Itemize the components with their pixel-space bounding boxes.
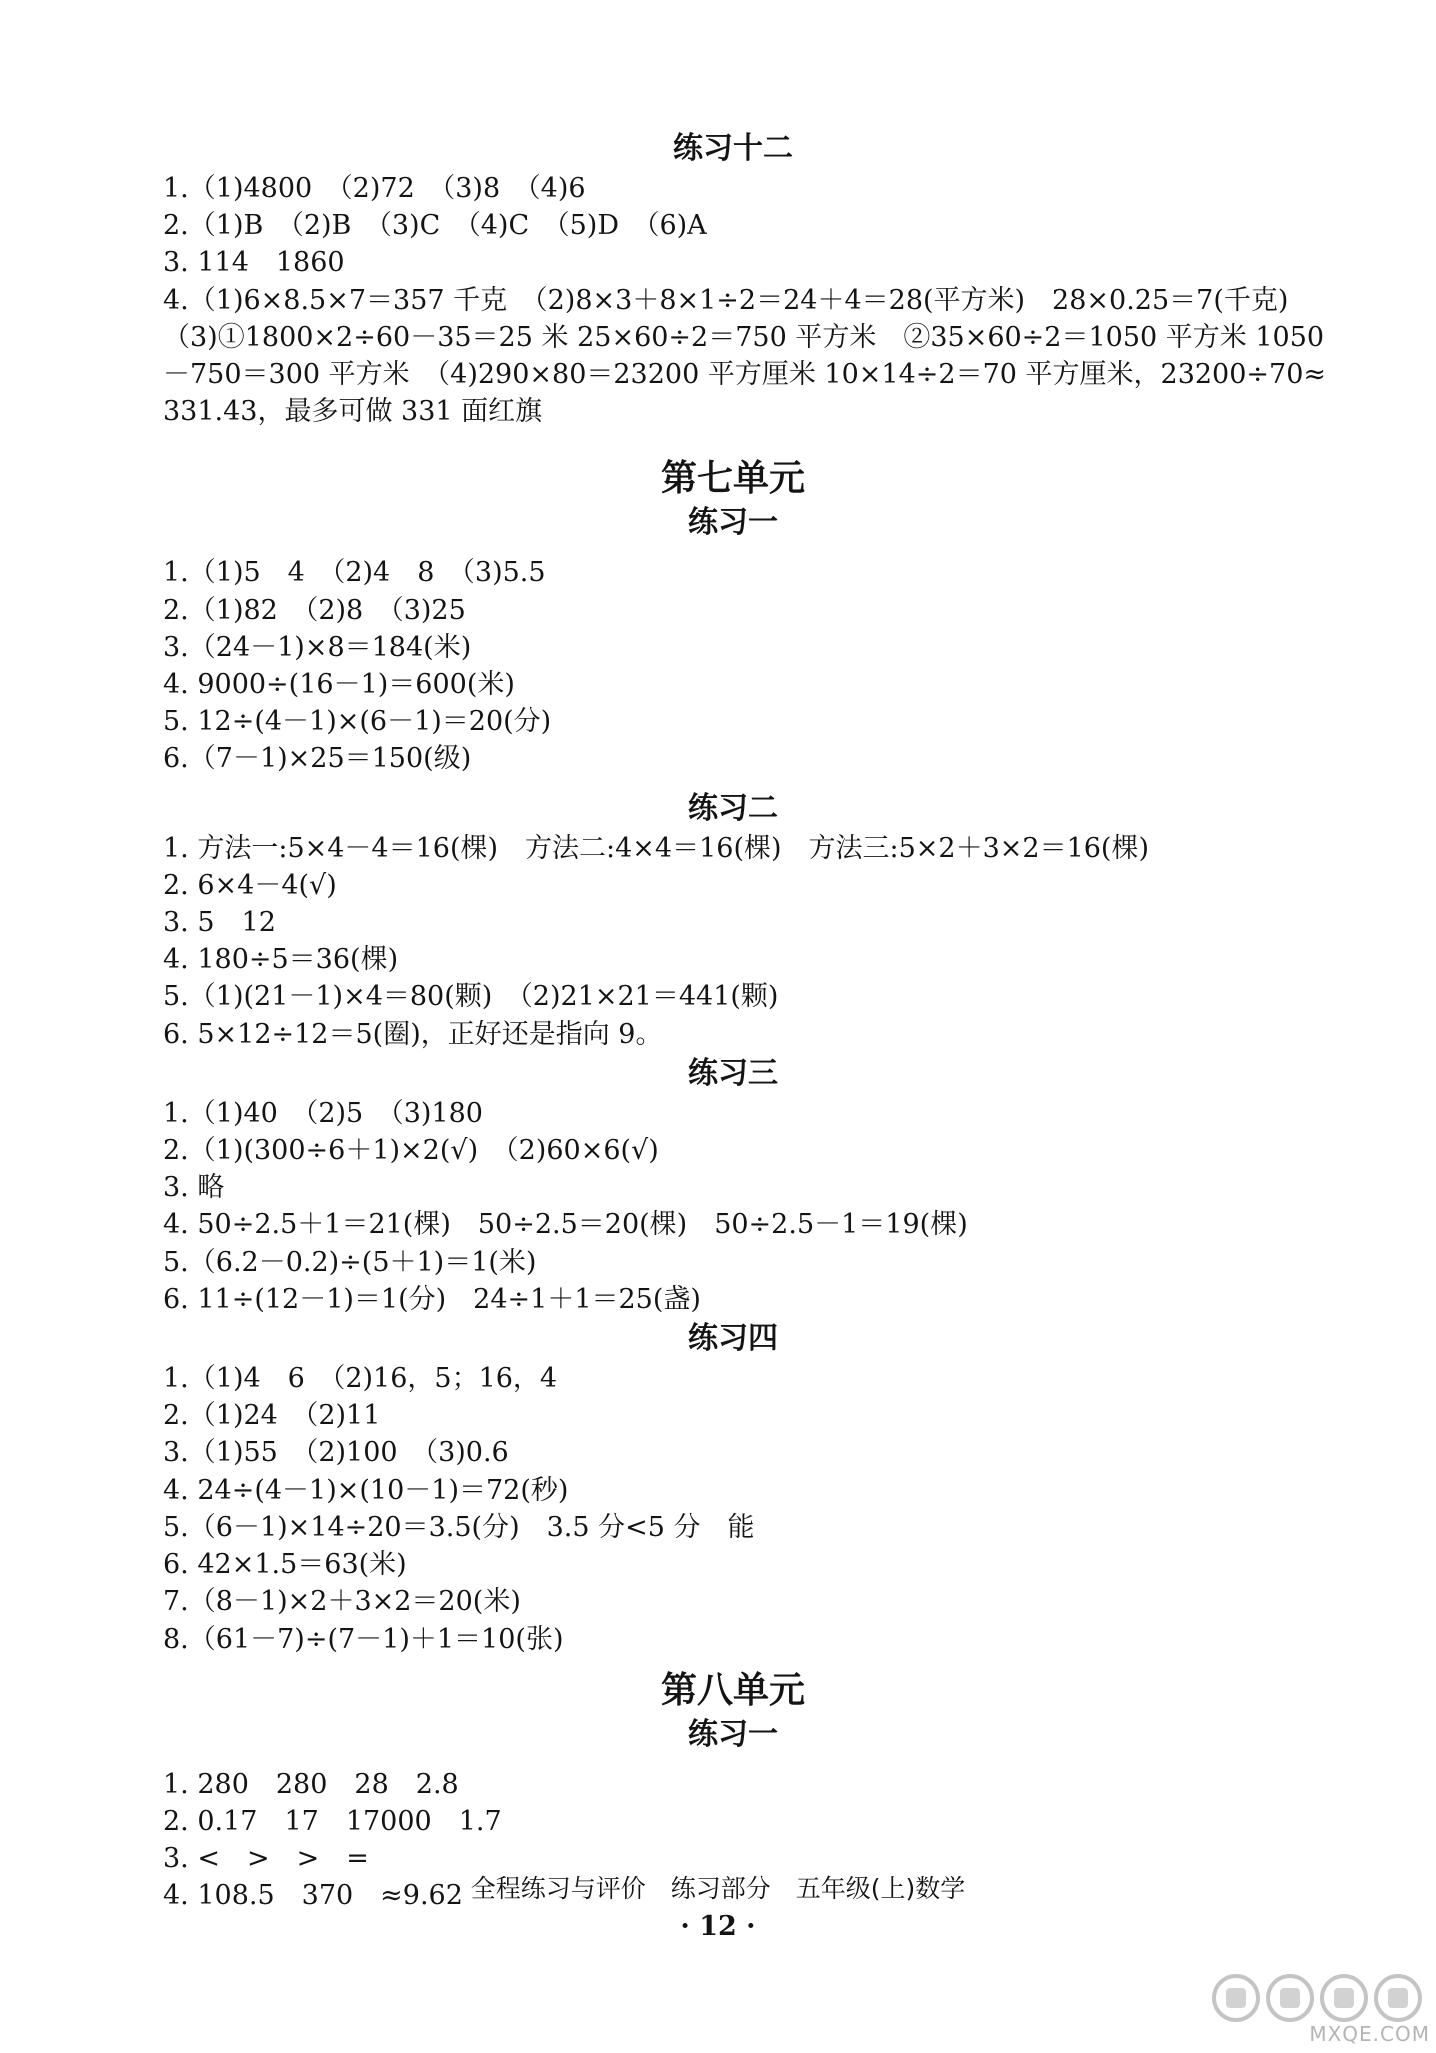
answer-line: 7.（8－1)×2＋3×2＝20(米) [163, 1586, 521, 1618]
answer-content [163, 128, 1343, 1915]
answer-line: 8.（61－7)÷(7－1)＋1＝10(张) [163, 1623, 564, 1655]
unit-7-exercise-1-title: 练习一 [688, 505, 778, 541]
unit-7-exercise-3-title: 练习三 [688, 1055, 778, 1091]
answer-line: 5.（6.2－0.2)÷(5＋1)＝1(米) [163, 1246, 537, 1278]
answer-line: 1.（1)40 （2)5 （3)180 [163, 1097, 483, 1129]
answer-line: 3.（1)55 （2)100 （3)0.6 [163, 1437, 509, 1469]
answer-line: 6. 5×12÷12＝5(圈)，正好还是指向 9。 [163, 1018, 663, 1050]
unit-8-title: 第八单元 [660, 1669, 805, 1711]
answer-line: 4. 9000÷(16－1)＝600(米) [163, 669, 515, 701]
site-watermark [1200, 1970, 1430, 2050]
answer-line: 4. 24÷(4－1)×(10－1)＝72(秒) [163, 1474, 569, 1506]
answer-line: 2.（1)24 （2)11 [163, 1400, 381, 1432]
answer-line: 3. 略 [163, 1172, 225, 1204]
answer-line: 5.（1)(21－1)×4＝80(颗) （2)21×21＝441(颗) [163, 981, 779, 1013]
answer-line: 6. 42×1.5＝63(米) [163, 1549, 407, 1581]
answer-line: 4. 180÷5＝36(棵) [163, 944, 399, 976]
answer-line: 2.（1)B （2)B （3)C （4)C （5)D （6)A [163, 210, 707, 242]
book-footer: 全程练习与评价 练习部分 五年级(上)数学 [470, 1874, 966, 1903]
answer-line: 1. 280 280 28 2.8 [163, 1768, 459, 1800]
unit-7-exercise-2-title: 练习二 [688, 790, 778, 826]
answer-line: 1.（1)4 6 （2)16，5；16，4 [163, 1363, 558, 1395]
unit-8-exercise-1-title: 练习一 [688, 1716, 778, 1752]
answer-line: 4. 50÷2.5＋1＝21(棵) 50÷2.5＝20(棵) 50÷2.5－1＝19(棵) [163, 1209, 968, 1241]
answer-site-logo-icon [1200, 1970, 1430, 2026]
answer-line: 1. 方法一:5×4－4＝16(棵) 方法二:4×4＝16(棵) 方法三:5×2＋3×2＝16(棵) [163, 832, 1149, 864]
answer-line: 1.（1)4800 （2)72 （3)8 （4)6 [163, 173, 586, 204]
unit-7-exercise-4-title: 练习四 [688, 1321, 778, 1357]
exercise-12-title: 练习十二 [673, 131, 793, 166]
answer-line: 3. 114 1860 [163, 247, 345, 279]
answer-line: 5.（6－1)×14÷20＝3.5(分) 3.5 分<5 分 能 [163, 1511, 755, 1543]
answer-line: 6. 11÷(12－1)＝1(分) 24÷1＋1＝25(盏) [163, 1283, 701, 1315]
answer-line: 1.（1)5 4 （2)4 8 （3)5.5 [163, 557, 546, 589]
answer-line: 5. 12÷(4－1)×(6－1)＝20(分) [163, 706, 552, 738]
answer-paragraph: 4.（1)6×8.5×7＝357 千克 （2)8×3＋8×1÷2＝24＋4＝28(平方米) 28×0.25＝7(千克) （3)①1800×2÷60－35＝25 米 25×60÷2＝750 平方米 ②35×60÷2＝1050 平方米 1050－750＝300 平方米 （4)290×80＝23200 平方厘米 10×14÷2＝70 平方厘米，23200÷70≈331.43，最多可做 331 面红旗 [163, 284, 1327, 428]
answer-line: 2. 6×4－4(√) [163, 869, 337, 901]
answer-line: 3.（24－1)×8＝184(米) [163, 631, 472, 663]
page-number: · 12 · [680, 1911, 756, 1942]
answer-line: 2. 0.17 17 17000 1.7 [163, 1805, 502, 1837]
answer-line: 3. < > > = [163, 1843, 369, 1875]
answer-line: 6.（7－1)×25＝150(级) [163, 743, 472, 775]
answer-line: 4. 108.5 370 ≈9.62 [163, 1880, 463, 1912]
watermark-site-text: MXQE.COM [1309, 2022, 1430, 2046]
answer-line: 2.（1)(300÷6＋1)×2(√) （2)60×6(√) [163, 1135, 659, 1167]
answer-line: 3. 5 12 [163, 907, 276, 939]
unit-7-title: 第七单元 [660, 458, 805, 500]
answer-line: 2.（1)82 （2)8 （3)25 [163, 594, 466, 626]
